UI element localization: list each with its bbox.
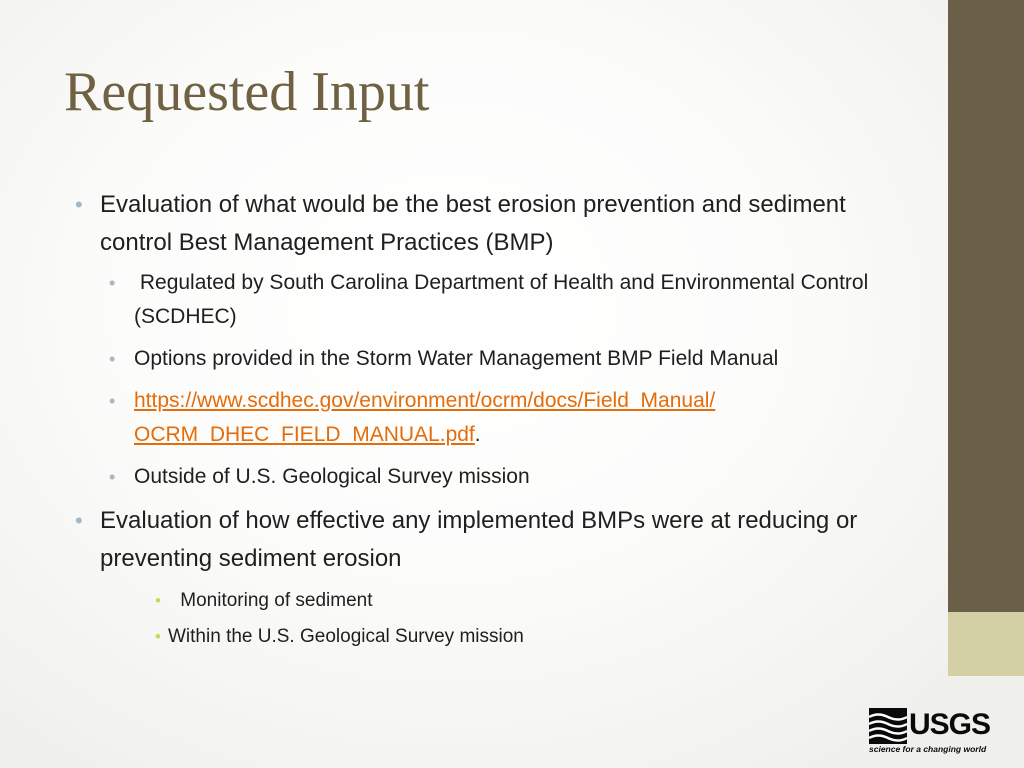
- bullet-dot: •: [75, 508, 83, 533]
- sub-bullet-item: [0, 266, 904, 334]
- bullet-dot: •: [109, 467, 116, 487]
- sub-bullet-item: [0, 460, 904, 494]
- bullet-dot: •: [109, 349, 116, 369]
- usgs-wave-icon: [869, 708, 907, 744]
- usgs-logo: [869, 706, 1005, 758]
- sidebar-accent-light: [948, 612, 1024, 676]
- sub-bullet-item: [0, 622, 898, 652]
- bullet-text: Within the U.S. Geological Survey mission: [168, 626, 524, 647]
- usgs-wordmark: USGS: [909, 708, 991, 741]
- bullet-item: [0, 186, 900, 262]
- bullet-item: [0, 502, 900, 578]
- bullet-dot: •: [155, 627, 161, 646]
- bullet-text: Options provided in the Storm Water Management BMP Field Manual: [134, 347, 779, 370]
- link-suffix: .: [474, 423, 481, 446]
- bullet-dot: •: [75, 192, 83, 217]
- slide-content: [0, 186, 940, 658]
- bullet-dot: •: [109, 273, 116, 293]
- bullet-text: Evaluation of what would be the best erosion prevention and sediment control Best Management Practices (BMP): [100, 191, 846, 256]
- slide-title: Requested Input: [64, 61, 430, 123]
- sub-bullet-item: [0, 384, 904, 452]
- bullet-dot: •: [155, 591, 161, 610]
- sub-bullet-item: [0, 586, 905, 616]
- field-manual-link[interactable]: https://www.scdhec.gov/environment/ocrm/docs/Field_Manual/ OCRM_DHEC_FIELD_MANUAL.pdf: [134, 389, 716, 446]
- bullet-text: Evaluation of how effective any implemented BMPs were at reducing or preventing sediment erosion: [100, 507, 858, 572]
- bullet-text: Regulated by South Carolina Department of Health and Environmental Control (SCDHEC): [134, 271, 875, 328]
- bullet-text: Monitoring of sediment: [175, 590, 373, 611]
- usgs-tagline: science for a changing world: [869, 744, 987, 754]
- bullet-text: Outside of U.S. Geological Survey mission: [134, 465, 530, 488]
- sidebar-accent-dark: [948, 0, 1024, 612]
- sub-bullet-item: [0, 342, 904, 376]
- bullet-dot: •: [109, 391, 116, 411]
